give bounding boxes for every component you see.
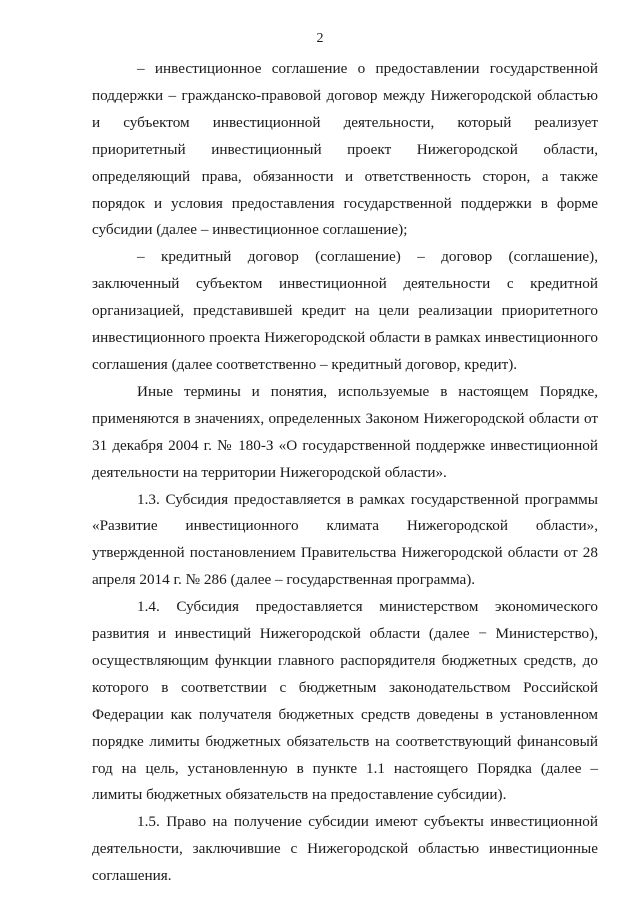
page-number: 2 — [316, 31, 324, 46]
paragraph-credit-agreement-definition: – кредитный договор (соглашение) – договор (соглашение), заключенный субъектом инвестиционной деятельности с кредитной организацией, представившей кредит на цели реализации приоритетного инвестиционного проекта Нижегородской области в рамках инвестиционного соглашения (далее соответственно – кредитный договор, кредит). — [92, 248, 598, 373]
paragraph-1-3: 1.3. Субсидия предоставляется в рамках государственной программы «Развитие инвестиционного климата Нижегородской области», утвержденной постановлением Правительства Нижегородской области от 28 апреля 2014 г. № 286 (далее – государственная программа). — [92, 490, 598, 589]
document-body — [92, 56, 598, 890]
paragraph-1-4: 1.4. Субсидия предоставляется министерством экономического развития и инвестиций Нижегородской области (далее − Министерство), осуществляющим функции главного распорядителя бюджетных средств, до которого в соответствии с бюджетным законодательством Российской Федерации как получателя бюджетных средств доведены в установленном порядке лимиты бюджетных обязательств на соответствующий финансовый год на цель, установленную в пункте 1.1 настоящего Порядка (далее – лимиты бюджетных обязательств на предоставление субсидии). — [92, 598, 598, 804]
paragraph-investment-agreement-definition: – инвестиционное соглашение о предоставлении государственной поддержки – гражданско-правовой договор между Нижегородской областью и субъектом инвестиционной деятельности, который реализует приоритетный инвестиционный проект Нижегородской области, определяющий права, обязанности и ответственность сторон, а также порядок и условия предоставления государственной поддержки в форме субсидии (далее – инвестиционное соглашение); — [92, 60, 598, 239]
paragraph-1-5: 1.5. Право на получение субсидии имеют субъекты инвестиционной деятельности, заключившие с Нижегородской областью инвестиционные соглашения. — [92, 813, 598, 885]
paragraph-other-terms: Иные термины и понятия, используемые в настоящем Порядке, применяются в значениях, определенных Законом Нижегородской области от 31 декабря 2004 г. № 180-З «О государственной поддержке инвестиционной деятельности на территории Нижегородской области». — [92, 382, 598, 481]
